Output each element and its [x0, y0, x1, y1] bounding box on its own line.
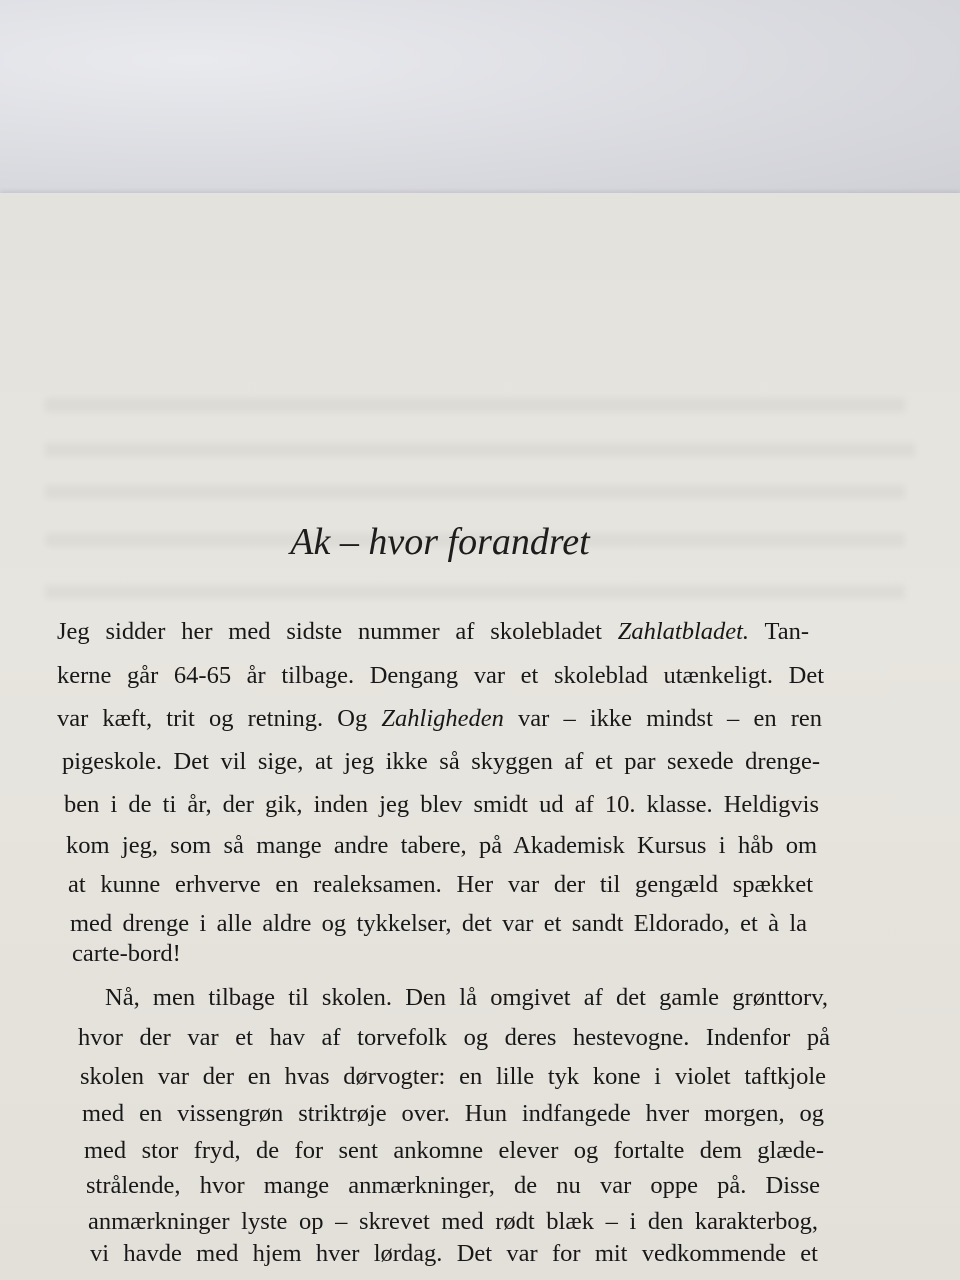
text-line	[78, 1024, 830, 1052]
text-line	[57, 618, 809, 646]
text-segment: var kæft, trit og retning. Og	[57, 705, 382, 732]
text-segment: vi havde med hjem hver lørdag. Det var for mit vedkommende et	[90, 1240, 818, 1267]
text-segment: med stor fryd, de for sent ankomne elever og fortalte dem glæde-	[84, 1137, 824, 1164]
text-segment: strålende, hvor mange anmærkninger, de nu var oppe på. Disse	[86, 1172, 820, 1199]
text-segment: carte-bord!	[72, 940, 181, 967]
bleed-through-line	[45, 585, 905, 599]
text-line	[68, 871, 813, 899]
text-line	[86, 1172, 820, 1200]
chapter-title: Ak – hvor forandret	[290, 521, 590, 563]
text-segment: ben i de ti år, der gik, inden jeg blev smidt ud af 10. klasse. Heldigvis	[64, 791, 819, 818]
italic-text: Zahlatbladet.	[617, 618, 750, 645]
text-line	[80, 1063, 826, 1091]
text-line	[88, 1208, 818, 1236]
italic-text: Zahligheden	[381, 705, 504, 732]
text-line	[57, 662, 824, 690]
bleed-through-line	[45, 443, 915, 457]
text-line	[72, 940, 181, 968]
text-segment: Jeg sidder her med sidste nummer af skolebladet	[57, 618, 618, 645]
text-line	[90, 1240, 818, 1268]
text-segment: var – ikke mindst – en ren	[503, 705, 822, 732]
text-line	[57, 705, 822, 733]
text-segment: pigeskole. Det vil sige, at jeg ikke så skyggen af et par sexede drenge-	[62, 748, 820, 775]
text-segment: at kunne erhverve en realeksamen. Her var der til gengæld spækket	[68, 871, 813, 898]
text-segment: Nå, men tilbage til skolen. Den lå omgivet af det gamle grønttorv,	[105, 984, 828, 1011]
text-line	[70, 910, 807, 938]
wall-background	[0, 0, 960, 200]
text-segment: Tan-	[749, 618, 809, 645]
text-segment: anmærkninger lyste op – skrevet med rødt blæk – i den karakterbog,	[88, 1208, 818, 1235]
text-line	[84, 1137, 824, 1165]
text-line	[105, 984, 828, 1012]
text-segment: med en vissengrøn striktrøje over. Hun indfangede hver morgen, og	[82, 1100, 824, 1127]
bleed-through-line	[45, 398, 905, 412]
text-segment: kom jeg, som så mange andre tabere, på Akademisk Kursus i håb om	[66, 832, 817, 859]
bleed-through-line	[45, 485, 905, 499]
text-segment: med drenge i alle aldre og tykkelser, det var et sandt Eldorado, et à la	[70, 910, 807, 937]
text-line	[62, 748, 820, 776]
text-segment: hvor der var et hav af torvefolk og deres hestevogne. Indenfor på	[78, 1024, 830, 1051]
text-segment: skolen var der en hvas dørvogter: en lille tyk kone i violet taftkjole	[80, 1063, 826, 1090]
text-line	[82, 1100, 824, 1128]
text-line	[66, 832, 817, 860]
text-segment: kerne går 64-65 år tilbage. Dengang var et skoleblad utænkeligt. Det	[57, 662, 824, 689]
text-line	[64, 791, 819, 819]
